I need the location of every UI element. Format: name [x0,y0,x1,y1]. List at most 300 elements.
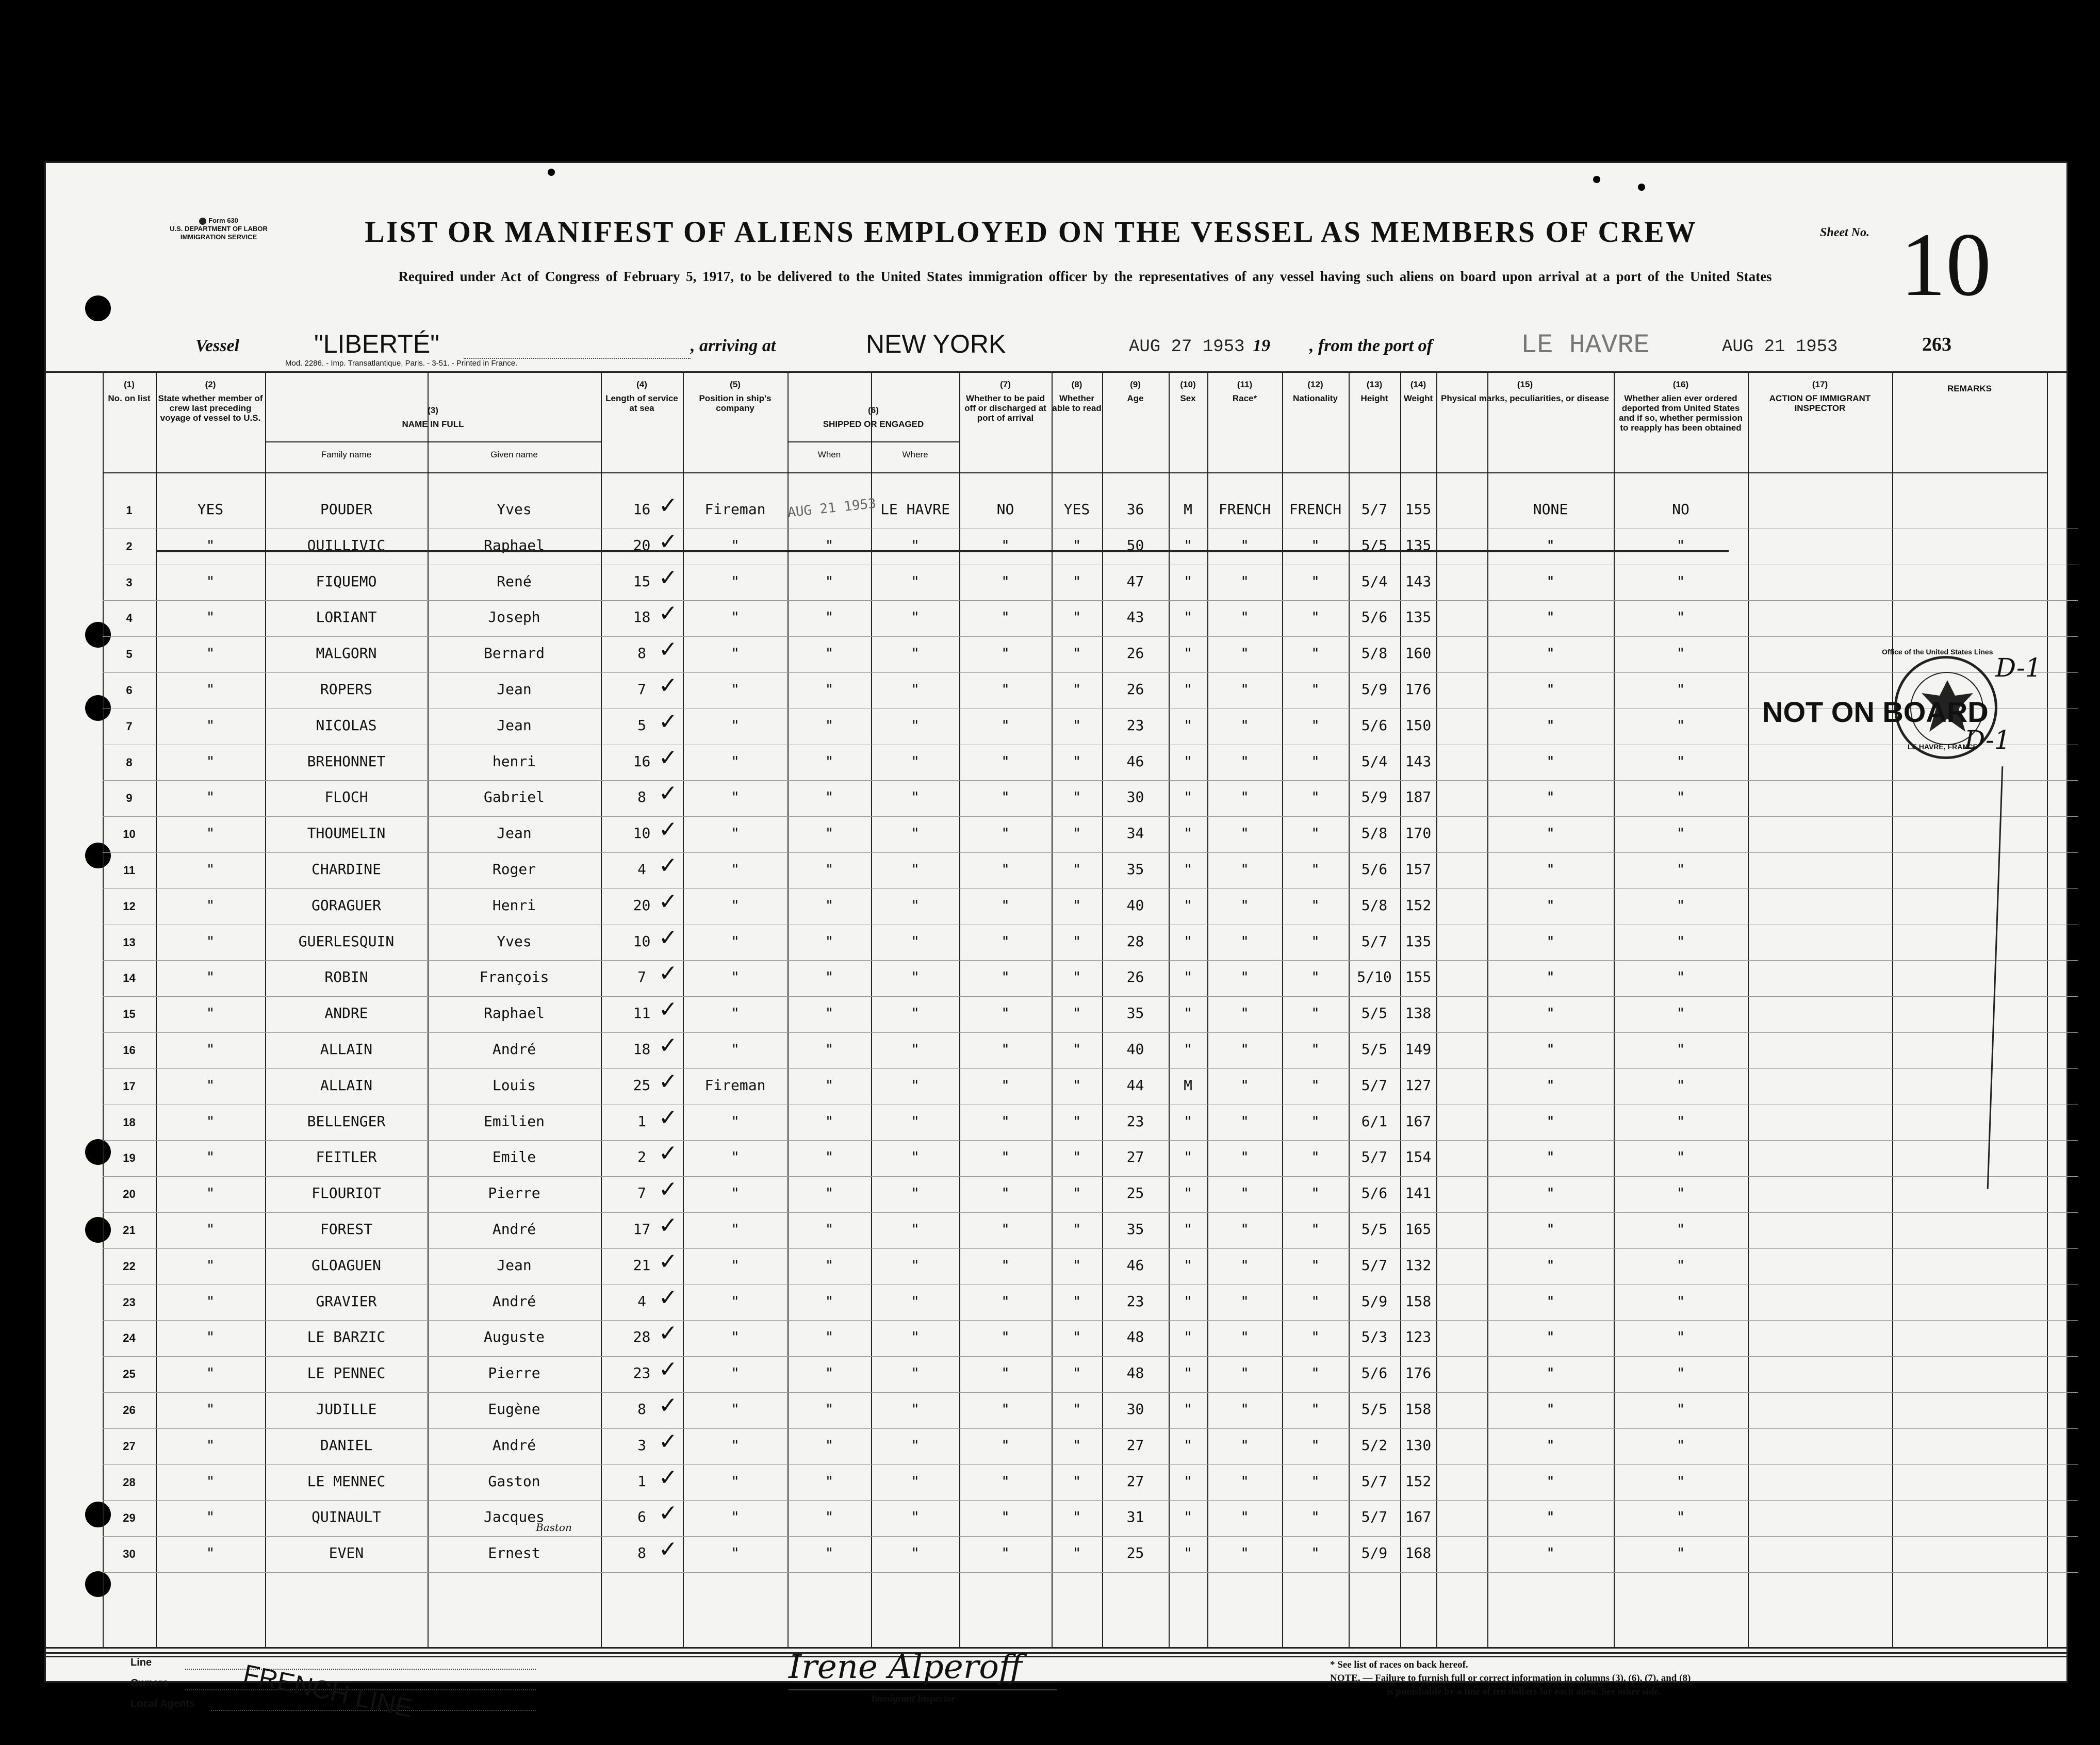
row-age: 28 [1126,932,1144,950]
column-header [1052,380,1102,413]
row-nationality: " [1311,1041,1320,1058]
manifest-sheet [44,161,2068,1723]
column-number: (4) [636,380,647,389]
row-when: " [825,536,834,554]
check-mark-icon: ✓ [659,1212,678,1239]
column-label: SHIPPED OR ENGAGED [823,419,924,429]
row-when: " [825,1076,834,1094]
row-given: Ernest [488,1544,540,1562]
table-row-rule [103,1320,2078,1321]
row-no: 20 [123,1188,136,1201]
check-mark-icon: ✓ [659,708,678,735]
vessel-label: Vessel [195,336,239,355]
row-marks: " [1546,1472,1555,1490]
row-nationality: " [1311,1472,1320,1490]
row-sex: " [1184,1221,1192,1238]
row-sex: " [1184,896,1192,914]
check-mark-icon: ✓ [659,1176,678,1203]
column-number: (15) [1517,380,1533,389]
row-race: " [1240,645,1249,662]
row-marks: " [1546,896,1555,914]
row-sex: " [1184,1328,1192,1346]
row-no: 9 [126,792,133,805]
row-paid: " [1001,861,1010,878]
row-deported: " [1676,536,1685,554]
name-subheader-rule [265,441,601,442]
column-label: ACTION OF IMMIGRANT INSPECTOR [1769,393,1871,413]
row-nationality: " [1311,536,1320,554]
row-when: " [825,1184,834,1202]
row-age: 23 [1126,1292,1144,1310]
row-read: " [1072,1472,1081,1490]
row-when: " [825,1328,834,1346]
shipped-subheader-rule [788,441,959,442]
row-service: 21 [633,1256,651,1274]
row-prev: " [206,1436,215,1454]
row-sex: " [1184,1112,1192,1130]
row-nationality: " [1311,1401,1320,1418]
row-family: GORAGUER [311,896,381,914]
row-nationality: " [1311,1256,1320,1274]
row-race: " [1240,752,1249,770]
row-race: " [1240,1076,1249,1094]
row-marks: " [1546,1401,1555,1418]
row-prev: " [206,1401,215,1418]
column-header [1207,380,1282,403]
row-marks: " [1546,716,1555,734]
row-when: " [825,1436,834,1454]
check-mark-icon: ✓ [659,996,678,1023]
row-where: " [911,1112,920,1130]
row-family: BREHONNET [307,752,386,770]
row-position: " [731,1292,740,1310]
row-no: 22 [123,1259,136,1273]
row-nationality: " [1311,968,1320,986]
row-deported: " [1676,825,1685,842]
inspector-label: Immigrant Inspector [871,1693,956,1704]
row-position: " [731,788,740,806]
row-weight: 130 [1405,1436,1432,1454]
row-family: POUDER [320,501,373,518]
row-family: FLOURIOT [311,1184,381,1202]
row-given: Raphael [483,536,545,554]
row-family: FOREST [320,1221,373,1238]
row-marks: " [1546,968,1555,986]
row-race: " [1240,716,1249,734]
row-age: 26 [1126,681,1144,698]
row-service: 3 [637,1436,646,1454]
row-age: 27 [1126,1472,1144,1490]
row-given: Yves [497,932,532,950]
row-service: 15 [633,572,651,590]
column-rule [2047,371,2048,1647]
row-position: " [731,1256,740,1274]
column-header [959,380,1052,423]
line-fill [185,1669,536,1670]
row-sex: " [1184,1256,1192,1274]
row-position: " [731,1436,740,1454]
row-read: " [1072,861,1081,878]
row-sex: M [1184,1076,1192,1094]
column-number: (5) [730,380,741,389]
row-marks: " [1546,1041,1555,1058]
row-marks: " [1546,1221,1555,1238]
row-weight: 143 [1405,752,1432,770]
row-read: " [1072,1401,1081,1418]
row-when: " [825,968,834,986]
row-paid: " [1001,1005,1010,1022]
row-age: 44 [1126,1076,1144,1094]
row-race: " [1240,1401,1249,1418]
form-number: Form 630 [208,217,238,224]
column-label: Nationality [1293,393,1338,403]
row-age: 31 [1126,1508,1144,1526]
row-weight: 152 [1405,896,1432,914]
row-given: Emile [492,1148,536,1166]
row-family: ALLAIN [320,1041,373,1058]
column-number: (9) [1130,380,1141,389]
departure-date-stamp: AUG 21 1953 [1722,337,1838,357]
column-header [103,380,156,403]
row-nationality: " [1311,608,1320,626]
row-age: 35 [1126,1005,1144,1022]
row-age: 43 [1126,608,1144,626]
row-weight: 150 [1405,716,1432,734]
check-mark-icon: ✓ [659,780,678,807]
column-header [1400,380,1436,403]
row-weight: 149 [1405,1041,1432,1058]
column-header [788,405,959,429]
row-nationality: " [1311,645,1320,662]
row-where: " [911,1221,920,1238]
column-header [1349,380,1400,403]
row-weight: 135 [1405,608,1432,626]
row-race: " [1240,1292,1249,1310]
row-height: 5/7 [1361,501,1388,518]
row-service: 18 [633,1041,651,1058]
row-position: " [731,1401,740,1418]
column-label: Race* [1232,393,1257,403]
row-read: " [1072,645,1081,662]
row-marks: " [1546,1508,1555,1526]
row-age: 36 [1126,501,1144,518]
row-deported: " [1676,645,1685,662]
sheet-number: 10 [1900,215,1991,315]
remark-d1-top: D-1 [1995,653,2042,683]
check-mark-icon: ✓ [659,1032,678,1059]
row-where: " [911,1364,920,1382]
row-marks: " [1546,1076,1555,1094]
column-label: Whether to be paid off or discharged at port of arrival [964,393,1046,423]
row-race: " [1240,1112,1249,1130]
row-marks: " [1546,1436,1555,1454]
row-race: " [1240,825,1249,842]
row-weight: 167 [1405,1508,1432,1526]
row-family: GUERLESQUIN [298,932,395,950]
row-sex: " [1184,861,1192,878]
row-paid: " [1001,1041,1010,1058]
row-prev: " [206,968,215,986]
row-position: " [731,825,740,842]
row-where: " [911,1328,920,1346]
row-marks: " [1546,1364,1555,1382]
row-where: " [911,1472,920,1490]
row-read: " [1072,1292,1081,1310]
row-family: BELLENGER [307,1112,386,1130]
row-sex: " [1184,1436,1192,1454]
row-family: QUILLIVIC [307,536,386,554]
row-paid: " [1001,1472,1010,1490]
row-position: " [731,1364,740,1382]
row-race: " [1240,1256,1249,1274]
row-given: André [492,1221,536,1238]
row-race: " [1240,896,1249,914]
owners-label: Owners [130,1677,169,1689]
row-deported: " [1676,1328,1685,1346]
row-no: 30 [123,1548,136,1561]
printer-imprint: Mod. 2286. - Imp. Transatlantique, Paris. - 3-51. - Printed in France. [285,359,518,368]
row-read: " [1072,681,1081,698]
row-race: " [1240,572,1249,590]
table-row-rule [103,1500,2078,1501]
check-mark-icon: ✓ [659,1248,678,1275]
row-read: " [1072,716,1081,734]
row-nationality: " [1311,1292,1320,1310]
row-height: 5/7 [1361,1472,1388,1490]
row-no: 25 [123,1368,136,1381]
row-given: Bernard [483,645,545,662]
row-age: 30 [1126,1401,1144,1418]
row-no: 24 [123,1331,136,1345]
row-deported: " [1676,1472,1685,1490]
row-read: " [1072,788,1081,806]
check-mark-icon: ✓ [659,1536,678,1563]
row-height: 5/5 [1361,1221,1388,1238]
row-sex: " [1184,1005,1192,1022]
row-paid: " [1001,788,1010,806]
manifest-subtitle: Required under Act of Congress of February 5, 1917, to be delivered to the United States immigration officer by the representatives of any vessel having such aliens on board upon arrival at a port of the United States [398,269,1772,284]
column-header [265,405,601,429]
row-read: " [1072,1221,1081,1238]
row-service: 10 [633,825,651,842]
row-family: FLOCH [324,788,368,806]
row-position: " [731,536,740,554]
row-where: " [911,1256,920,1274]
row-paid: " [1001,716,1010,734]
column-label: Length of service at sea [605,393,678,413]
row-sex: " [1184,1401,1192,1418]
row-sex: " [1184,968,1192,986]
remark-d1-second: D-1 [1964,725,2011,755]
row-marks: " [1546,1544,1555,1562]
row-where: " [911,1544,920,1562]
row-sex: " [1184,788,1192,806]
row-prev: " [206,1041,215,1058]
row-family: CHARDINE [311,861,381,878]
row-prev: " [206,716,215,734]
row-no: 5 [126,648,133,661]
column-label: Age [1127,393,1144,403]
row-height: 5/7 [1361,1256,1388,1274]
row-when: " [825,608,834,626]
column-number: (10) [1180,380,1196,389]
row-service: 6 [637,1508,646,1526]
row-service: 7 [637,968,646,986]
column-label: Sex [1180,393,1196,403]
row-service: 8 [637,645,646,662]
row-marks: " [1546,645,1555,662]
line-label: Line [130,1657,152,1668]
row-weight: 155 [1405,501,1432,518]
check-mark-icon: ✓ [659,564,678,591]
row-no: 3 [126,575,133,589]
row-deported: " [1676,1544,1685,1562]
row-family: ALLAIN [320,1076,373,1094]
table-row-rule [103,1176,2078,1177]
row-sex: M [1184,501,1192,518]
inspector-signature: Irene Alperoff [789,1648,1023,1686]
row-nationality: " [1311,1148,1320,1166]
row-marks: " [1546,536,1555,554]
check-mark-icon: ✓ [659,1428,678,1455]
row-paid: " [1001,1328,1010,1346]
row-where: " [911,1436,920,1454]
row-age: 26 [1126,645,1144,662]
row-position: " [731,752,740,770]
row-height: 5/7 [1361,1148,1388,1166]
row-position: " [731,645,740,662]
row-deported: " [1676,608,1685,626]
row-marks: " [1546,1112,1555,1130]
row-height: 5/9 [1361,788,1388,806]
row-prev: " [206,1076,215,1094]
row-no: 18 [123,1115,136,1129]
column-rule [1748,371,1749,1647]
row-no: 1 [126,504,133,517]
row-race: FRENCH [1218,501,1271,518]
row-weight: 132 [1405,1256,1432,1274]
column-header [1282,380,1349,403]
column-header [1102,380,1169,403]
column-number: (8) [1071,380,1082,389]
row-paid: " [1001,681,1010,698]
row-service: 11 [633,1005,651,1022]
row-given: Auguste [483,1328,545,1346]
row-prev: " [206,932,215,950]
row-where: " [911,1508,920,1526]
row-marks: " [1546,932,1555,950]
row-deported: " [1676,788,1685,806]
vessel-name: "LIBERTÉ" [314,330,439,358]
row-given: Eugène [488,1401,540,1418]
row-sex: " [1184,932,1192,950]
row-where: " [911,716,920,734]
row-paid: " [1001,1256,1010,1274]
row-nationality: " [1311,896,1320,914]
row-nationality: " [1311,1076,1320,1094]
row-deported: " [1676,1364,1685,1382]
row-service: 1 [637,1112,646,1130]
row-given: Louis [492,1076,536,1094]
row-when: " [825,861,834,878]
row-when: " [825,1148,834,1166]
row-deported: " [1676,1076,1685,1094]
row-position: " [731,1112,740,1130]
row-nationality: " [1311,1544,1320,1562]
row-paid: " [1001,825,1010,842]
row-where: " [911,681,920,698]
row-height: 5/8 [1361,645,1388,662]
check-mark-icon: ✓ [659,1392,678,1419]
row-prev: " [206,1544,215,1562]
row-race: " [1240,1041,1249,1058]
row-given: Raphael [483,1005,545,1022]
table-row-rule [103,1572,2078,1573]
row-service: 17 [633,1221,651,1238]
row-sex: " [1184,1364,1192,1382]
row-sex: " [1184,572,1192,590]
row-where: " [911,968,920,986]
check-mark-icon: ✓ [659,1464,678,1491]
check-mark-icon: ✓ [659,600,678,627]
not-on-board-stamp: NOT ON BOARD [1762,696,1989,728]
row-age: 27 [1126,1148,1144,1166]
row-paid: " [1001,608,1010,626]
row-sex: " [1184,1148,1192,1166]
column-header [1614,380,1748,433]
row-race: " [1240,1544,1249,1562]
row-where: " [911,572,920,590]
row-height: 5/7 [1361,1076,1388,1094]
table-row-rule [103,600,2078,601]
stamp-ring-text: Office of the United States Lines [1882,648,1993,656]
row-family: FEITLER [316,1148,377,1166]
row-family: NICOLAS [316,716,377,734]
row-given: Gaston [488,1472,540,1490]
row-when: " [825,645,834,662]
row-height: 5/6 [1361,1184,1388,1202]
row-weight: 127 [1405,1076,1432,1094]
row-weight: 141 [1405,1184,1432,1202]
row-deported: " [1676,1292,1685,1310]
row-where: " [911,608,920,626]
row-prev: " [206,1005,215,1022]
row-height: 5/6 [1361,861,1388,878]
row-prev: " [206,536,215,554]
row-marks: " [1546,572,1555,590]
row-nationality: " [1311,861,1320,878]
row-when: " [825,1005,834,1022]
row-service: 28 [633,1328,651,1346]
row-race: " [1240,1508,1249,1526]
row-service: 16 [633,501,651,518]
arriving-port: NEW YORK [866,330,1006,358]
row-weight: 176 [1405,1364,1432,1382]
row-given: André [492,1041,536,1058]
row-race: " [1240,1005,1249,1022]
line-handwritten: FRENCH LINE [241,1658,415,1723]
row-age: 46 [1126,752,1144,770]
column-subheader: When [817,450,841,459]
row-height: 5/9 [1361,1544,1388,1562]
row-height: 5/7 [1361,932,1388,950]
row-deported: " [1676,752,1685,770]
row-read: " [1072,896,1081,914]
column-header [1436,380,1614,403]
column-header [1169,380,1207,403]
row-read: " [1072,752,1081,770]
row-nationality: " [1311,716,1320,734]
